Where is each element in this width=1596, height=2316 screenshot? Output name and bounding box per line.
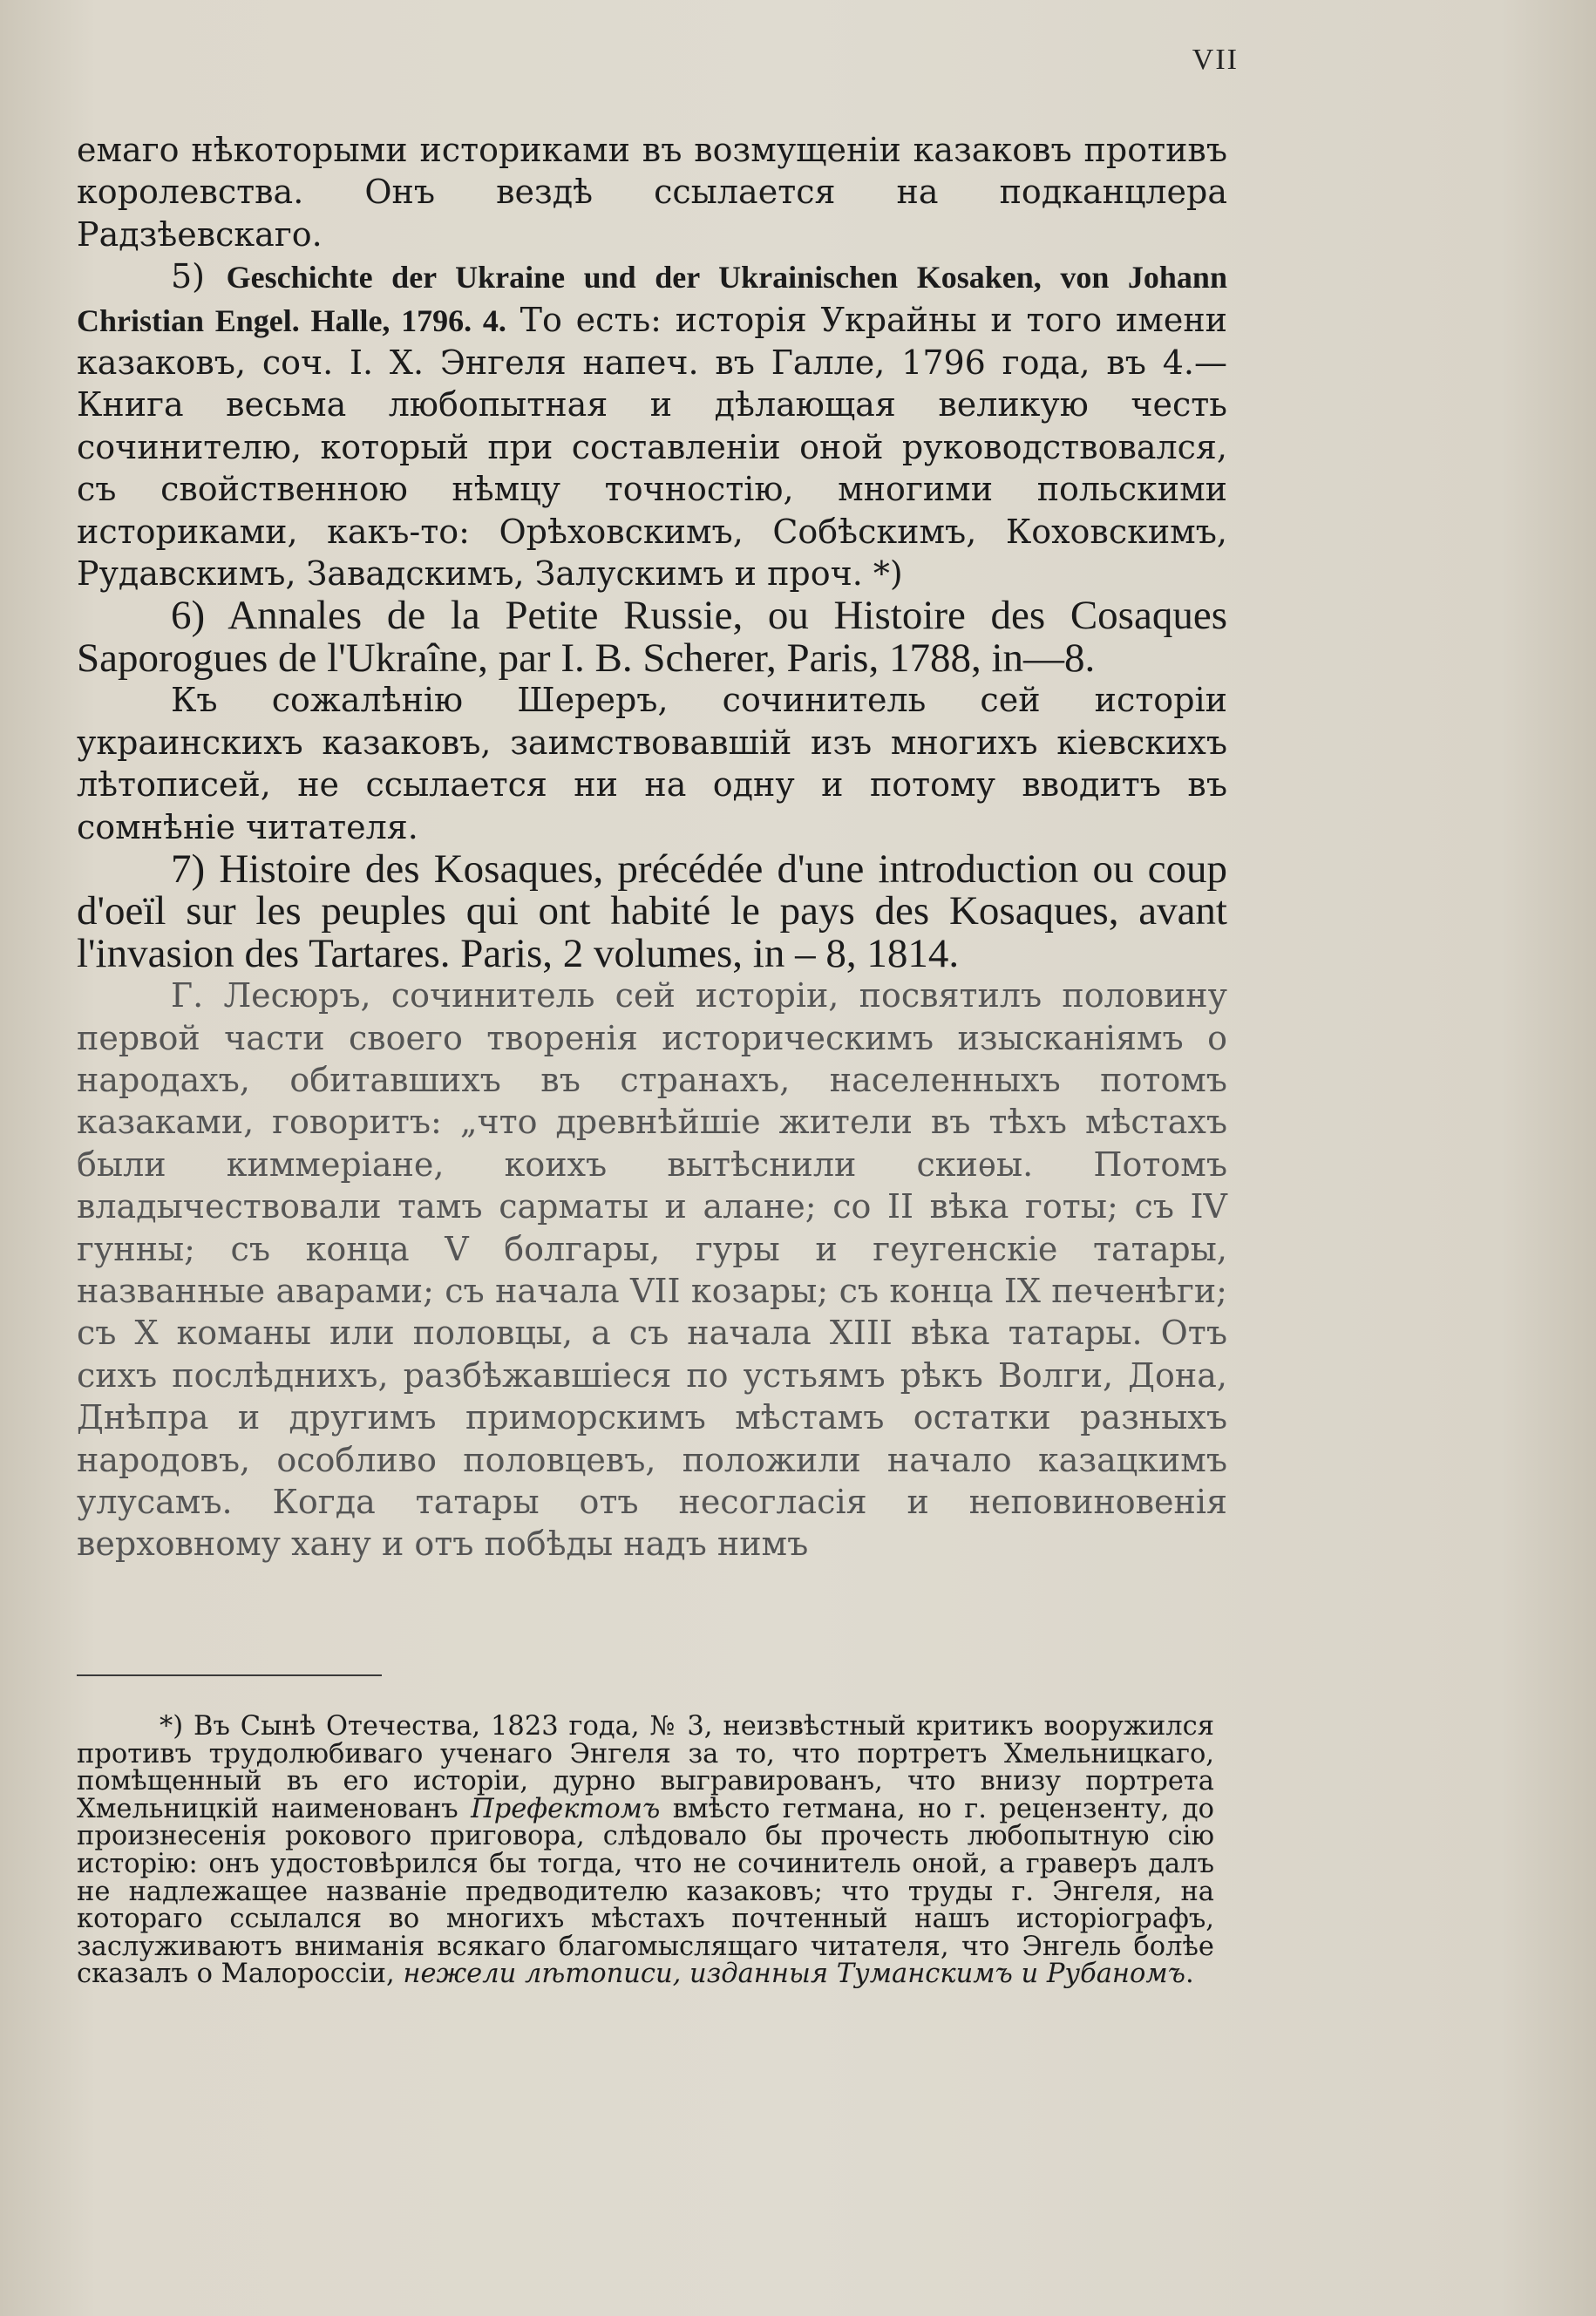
footnote-end: . bbox=[1185, 1959, 1194, 1990]
item-number-5: 5) bbox=[171, 257, 206, 296]
footnote-italic-chronicles: нежели лѣтописи, изданныя Туманскимъ и Рубаномъ bbox=[403, 1959, 1185, 1990]
footnote-text bbox=[77, 1713, 1214, 1988]
footnote-part-1: *) Въ Сынѣ Отечества, 1823 года, № 3, неизвѣстный критикъ вооружился противъ трудолюбиваго ученаго Энгеля за то, что портретъ Хмельницкаго, помѣщенный въ его исторіи, дурно выгравированъ, что внизу портрета Хмельницкій наименованъ bbox=[77, 1711, 1214, 1824]
paragraph-scherer-comment: Къ сожалѣнію Шереръ, сочинитель сей исторіи украинскихъ казаковъ, заимствовавшій изъ многихъ кіевскихъ лѣтописей, не ссылается ни на одну и потому вводитъ въ сомнѣніе читателя. bbox=[77, 681, 1227, 846]
paragraph-scherer: 6) Annales de la Petite Russie, ou Histoire des Cosaques Saporogues de l'Ukraîne, par I. B. Scherer, Paris, 1788, in—8. bbox=[77, 593, 1227, 681]
footnote-part-2: вмѣсто гетмана, но г. рецензенту, до произнесенія рокового приговора, слѣдовало бы прочесть любопытную сію исторію: онъ удостовѣрился бы тогда, что не сочинитель оной, а граверъ далъ не надлежащее названіе предводителю казаковъ; что труды г. Энгеля, на котораго ссылался во многихъ мѣстахъ почтенный нашъ исторіографъ, заслуживаютъ вниманія всякаго благомыслящаго читателя, что Энгель болѣе сказалъ о Малороссіи, bbox=[77, 1793, 1214, 1990]
footnote-italic-prefect: Префектомъ bbox=[471, 1793, 661, 1824]
page-number: VII bbox=[1192, 44, 1239, 76]
footnote-divider bbox=[77, 1674, 382, 1676]
footnote bbox=[77, 1713, 1214, 1988]
paragraph-engel bbox=[77, 255, 1227, 594]
engel-description: То есть: исторія Украйны и того имени казаковъ, соч. І. Х. Энгеля напеч. въ Галле, 1796 года, въ 4.—Книга весьма любопытная и дѣлающая великую честь сочинителю, который при составленіи оной руководствовался, съ свойственною нѣмцу точностію, многими польскими историками, какъ-то: Орѣховскимъ, Собѣскимъ, Коховскимъ, Рудавскимъ, Завадскимъ, Залускимъ и проч. *) bbox=[77, 300, 1227, 594]
main-text bbox=[77, 129, 1227, 1566]
engel-title: Geschichte der Ukraine und der Ukrainischen Kosaken, von Johann Christian Engel. Halle, 1796. 4. bbox=[77, 260, 1227, 338]
paragraph-continuation: емаго нѣкоторыми историками въ возмущеніи казаковъ противъ королевства. Онъ вездѣ ссылается на подканцлера Радзѣевскаго. bbox=[77, 131, 1227, 254]
paragraph-lesur-comment: Г. Лесюръ, сочинитель сей исторіи, посвятилъ половину первой части своего творенія историческимъ изысканіямъ о народахъ, обитавшихъ въ странахъ, населенныхъ потомъ казаками, говоритъ: „что древнѣйшіе жители въ тѣхъ мѣстахъ были киммеріане, коихъ вытѣснили скиѳы. Потомъ владычествовали тамъ сарматы и алане; со II вѣка готы; съ IV гунны; съ конца V болгары, гуры и геугенскіе татары, названные аварами; съ начала VII козары; съ конца IX печенѣги; съ X команы или половцы, а съ начала XIII вѣка татары. Отъ сихъ послѣднихъ, разбѣжавшіеся по устьямъ рѣкъ Волги, Дона, Днѣпра и другимъ приморскимъ мѣстамъ остатки разныхъ народовъ, особливо половцевъ, положили начало казацкимъ улусамъ. Когда татары отъ несогласія и неповиновенія верховному хану и отъ побѣды надъ нимъ bbox=[77, 976, 1227, 1564]
paragraph-lesur: 7) Histoire des Kosaques, précédée d'une introduction ou coup d'oeïl sur les peuples qui ont habité le pays des Kosaques, avant l'invasion des Tartares. Paris, 2 volumes, in – 8, 1814. bbox=[77, 846, 1227, 976]
